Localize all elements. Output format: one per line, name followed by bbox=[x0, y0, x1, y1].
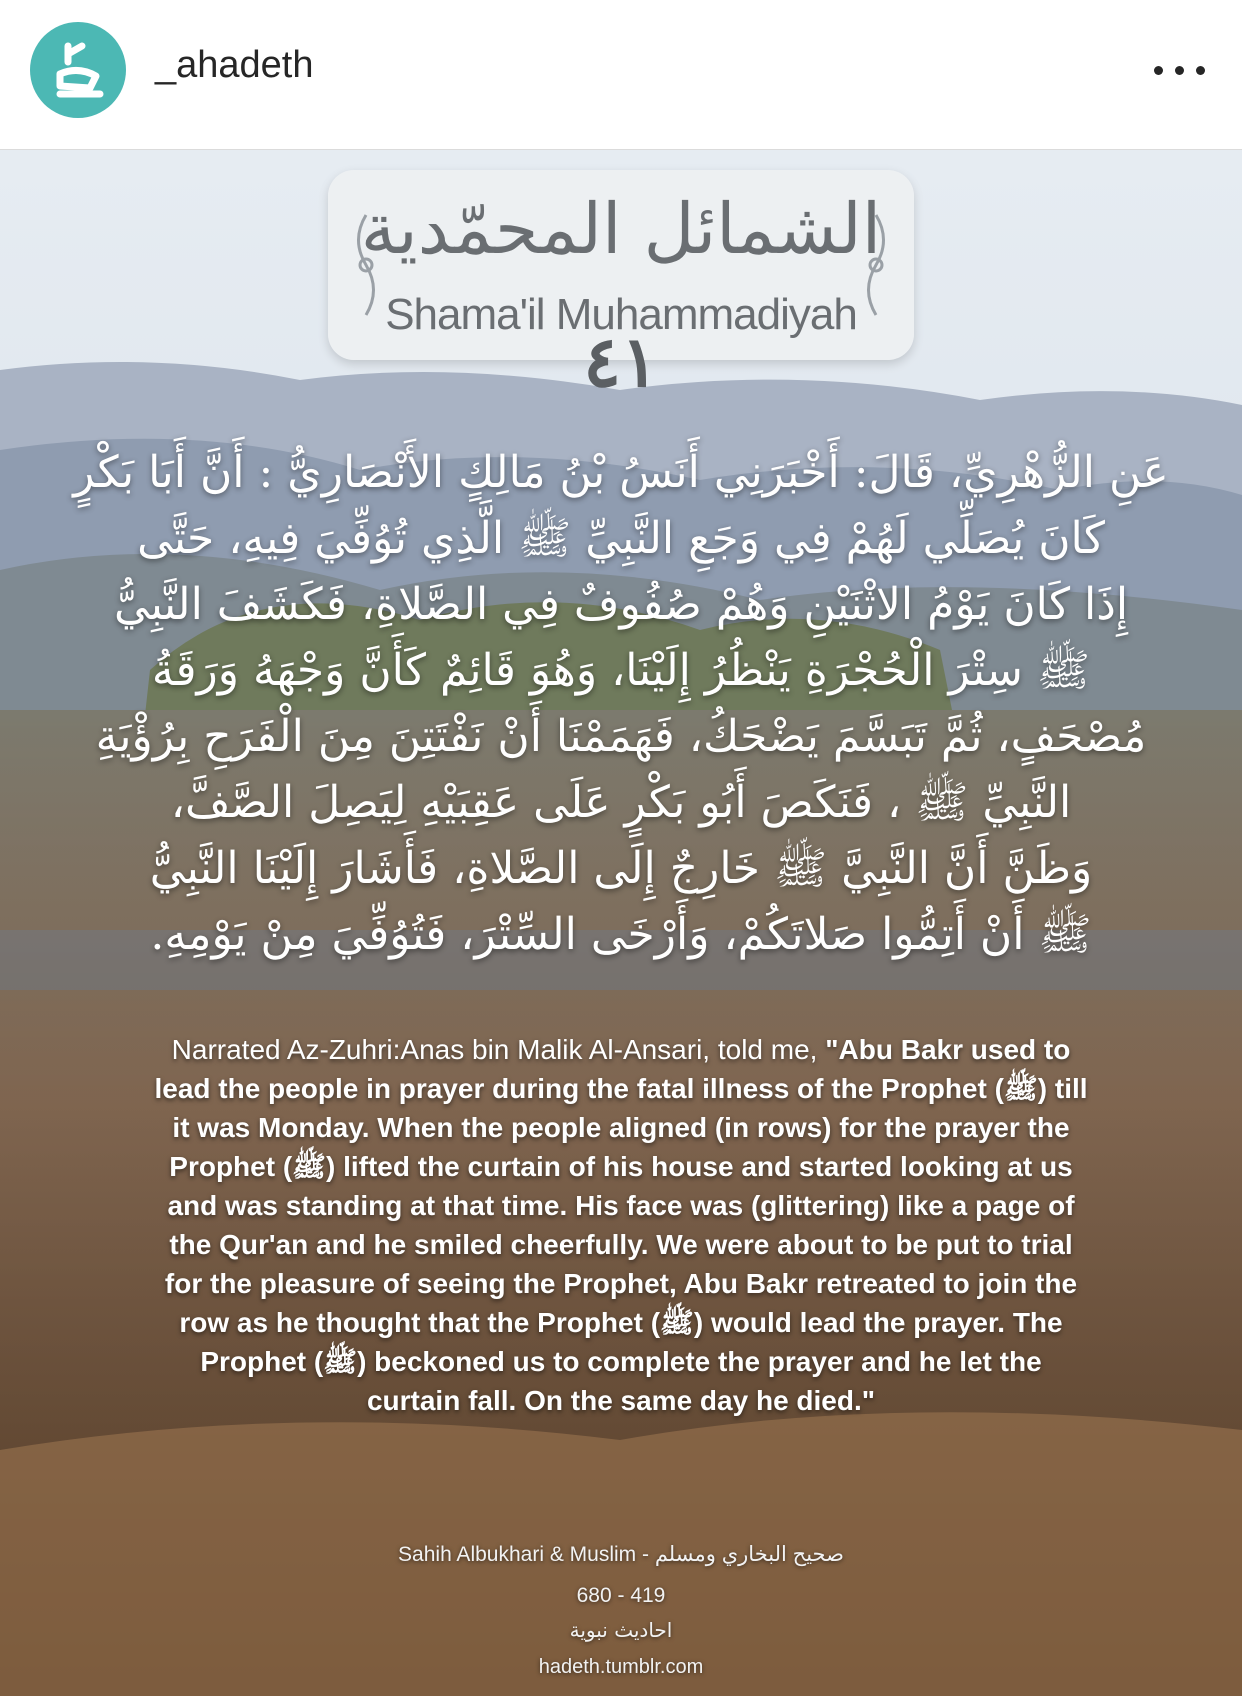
more-options-icon[interactable] bbox=[1150, 52, 1210, 88]
hadith-number: ٤١ bbox=[583, 320, 659, 403]
arabic-line: ﷺ أَنْ أَتِمُّوا صَلاتَكُمْ، وَأَرْخَى السِّتْرَ، فَتُوُفِّيَ مِنْ يَوْمِهِ. bbox=[150, 909, 1092, 960]
arabic-line: ﷺ سِتْرَ الْحُجْرَةِ يَنْظُرُ إِلَيْنَا، وَهُوَ قَائِمٌ كَأَنَّ وَجْهَهُ وَرَقَةُ bbox=[151, 645, 1091, 696]
post-header bbox=[0, 0, 1242, 150]
english-line: Prophet (ﷺ) beckoned us to complete the prayer and he let the bbox=[200, 1346, 1042, 1377]
site-url: hadeth.tumblr.com bbox=[538, 1656, 704, 1678]
arabic-line: النَّبِيِّ ﷺ ، فَنَكَصَ أَبُو بَكْرٍ عَلَى عَقِبَيْهِ لِيَصِلَ الصَّفَّ، bbox=[170, 777, 1072, 828]
english-line: curtain fall. On the same day he died." bbox=[366, 1385, 876, 1416]
arabic-line: مُصْحَفٍ، ثُمَّ تَبَسَّمَ يَضْحَكُ، فَهَمَمْنَا أَنْ نَفْتَتِنَ مِنَ الْفَرَحِ بِرُؤْيَةِ bbox=[95, 711, 1147, 762]
arabic-text bbox=[70, 440, 1172, 968]
title-arabic: الشمائل المحمّدية bbox=[360, 188, 882, 270]
arabic-line: إِذَا كَانَ يَوْمُ الاثْنَيْنِ وَهُمْ صُفُوفٌ فِي الصَّلاةِ، فَكَشَفَ النَّبِيُّ bbox=[113, 579, 1129, 630]
arabic-line: كَانَ يُصَلِّي لَهُمْ فِي وَجَعِ النَّبِيِّ ﷺ الَّذِي تُوُفِّيَ فِيهِ، حَتَّى bbox=[137, 513, 1105, 564]
title-english: Shama'il Muhammadiyah bbox=[385, 290, 857, 339]
english-translation bbox=[100, 1030, 1142, 1420]
english-line: and was standing at that time. His face was (glittering) like a page of bbox=[167, 1190, 1075, 1221]
arabic-line: عَنِ الزُّهْرِيِّ، قَالَ: أَخْبَرَنِي أَنَسُ بْنُ مَالِكٍ الأَنْصَارِيُّ : أَنَّ أَبَا بَكْرٍ bbox=[73, 447, 1169, 498]
english-line: Narrated Az-Zuhri:Anas bin Malik Al-Ansari, told me, "Abu Bakr used to bbox=[171, 1034, 1071, 1065]
arabic-line: وَظَنَّ أَنَّ النَّبِيَّ ﷺ خَارِجٌ إِلَى الصَّلاةِ، فَأَشَارَ إِلَيْنَا النَّبِيُّ bbox=[149, 843, 1093, 894]
english-line: the Qur'an and he smiled cheerfully. We were about to be put to trial bbox=[169, 1229, 1073, 1260]
source-reference: Sahih Albukhari & Muslim - صحيح البخاري ومسلم bbox=[398, 1543, 844, 1566]
english-line: lead the people in prayer during the fatal illness of the Prophet (ﷺ) till bbox=[154, 1073, 1088, 1104]
english-line: for the pleasure of seeing the Prophet, Abu Bakr retreated to join the bbox=[164, 1268, 1078, 1299]
avatar-logo-icon bbox=[30, 22, 126, 118]
english-line: Prophet (ﷺ) lifted the curtain of his house and started looking at us bbox=[169, 1151, 1073, 1182]
profile-username[interactable]: _ahadeth bbox=[155, 44, 314, 86]
profile-avatar[interactable] bbox=[30, 22, 126, 118]
post-image bbox=[0, 150, 1242, 1696]
english-line: row as he thought that the Prophet (ﷺ) would lead the prayer. The bbox=[179, 1307, 1063, 1338]
brand-arabic: احاديث نبوية bbox=[569, 1618, 673, 1642]
hadith-reference-numbers: 680 - 419 bbox=[576, 1584, 666, 1607]
english-line: it was Monday. When the people aligned (in rows) for the prayer the bbox=[172, 1112, 1070, 1143]
